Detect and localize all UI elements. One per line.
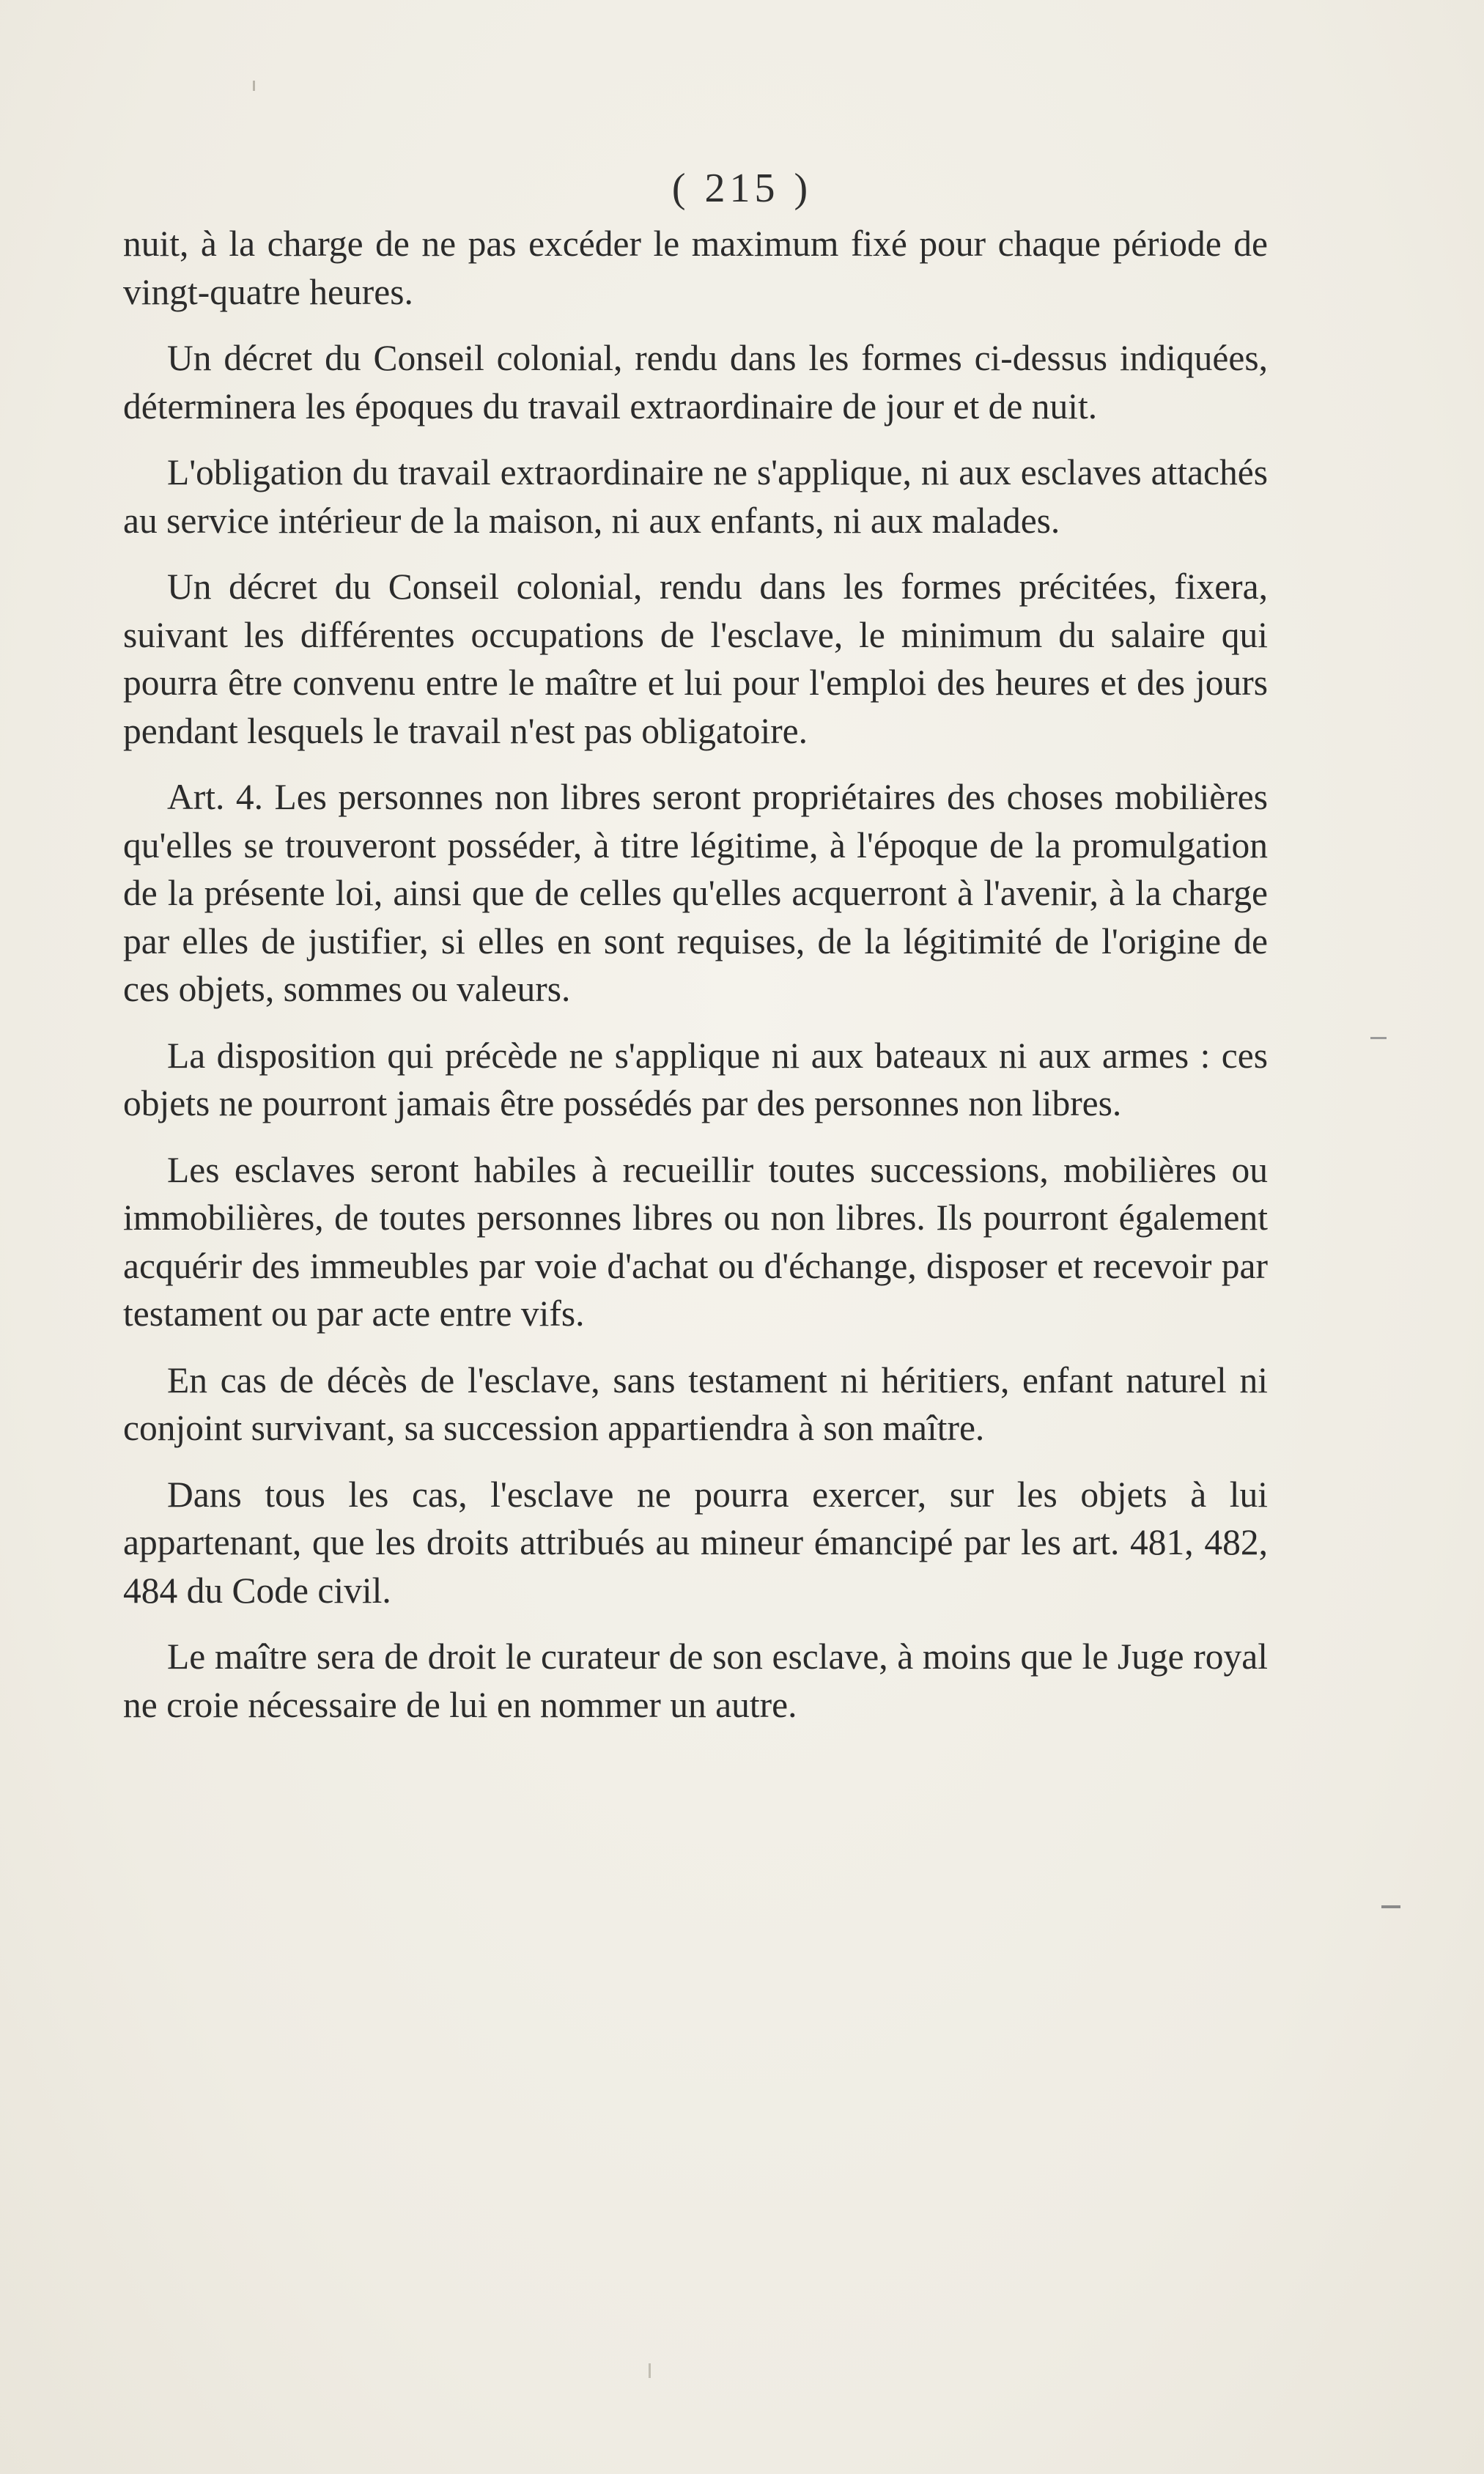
paragraph: La disposition qui précède ne s'applique ni aux bateaux ni aux armes : ces objets ne pourront jamais être possédés par des personnes non libres. xyxy=(123,1035,1268,1123)
body-text xyxy=(123,220,1268,1747)
paragraph: Le maître sera de droit le curateur de son esclave, à moins que le Juge royal ne croie nécessaire de lui en nommer un autre. xyxy=(123,1636,1268,1725)
margin-tick-mark xyxy=(1370,1037,1387,1039)
paragraph: Un décret du Conseil colonial, rendu dans les formes précitées, fixera, suivant les différentes occupations de l'esclave, le minimum du salaire qui pourra être convenu entre le maître et lui pour l'emploi des heures et des jours pendant lesquels le travail n'est pas obligatoire. xyxy=(123,566,1268,751)
paragraph: nuit, à la charge de ne pas excéder le maximum fixé pour chaque période de vingt-quatre heures. xyxy=(123,224,1268,312)
paragraph: Un décret du Conseil colonial, rendu dans les formes ci-dessus indiquées, déterminera les époques du travail extraordinaire de jour et de nuit. xyxy=(123,338,1268,427)
paragraph: L'obligation du travail extraordinaire ne s'applique, ni aux esclaves attachés au service intérieur de la maison, ni aux enfants, ni aux malades. xyxy=(123,452,1268,541)
paper-speck xyxy=(253,81,255,91)
paragraph: En cas de décès de l'esclave, sans testament ni héritiers, enfant naturel ni conjoint survivant, sa succession appartiendra à son maître. xyxy=(123,1359,1268,1448)
paragraph: Les esclaves seront habiles à recueillir toutes successions, mobilières ou immobilières, de toutes personnes libres ou non libres. Ils pourront également acquérir des immeubles par voie d'achat ou d'échange, disposer et recevoir par testament ou par acte entre vifs. xyxy=(123,1149,1268,1334)
paragraph: Art. 4. Les personnes non libres seront propriétaires des choses mobilières qu'elles se trouveront posséder, à titre légitime, à l'époque de la promulgation de la présente loi, ainsi que de celles qu'elles acquerront à l'avenir, à la charge par elles de justifier, si elles en sont requises, de la légitimité de l'origine de ces objets, sommes ou valeurs. xyxy=(123,777,1268,1009)
paper-speck xyxy=(649,2363,651,2378)
paragraph: Dans tous les cas, l'esclave ne pourra exercer, sur les objets à lui appartenant, que les droits attribués au mineur émancipé par les art. 481, 482, 484 du Code civil. xyxy=(123,1474,1268,1611)
margin-tick-mark xyxy=(1381,1905,1400,1908)
page-number: ( 215 ) xyxy=(671,166,813,211)
